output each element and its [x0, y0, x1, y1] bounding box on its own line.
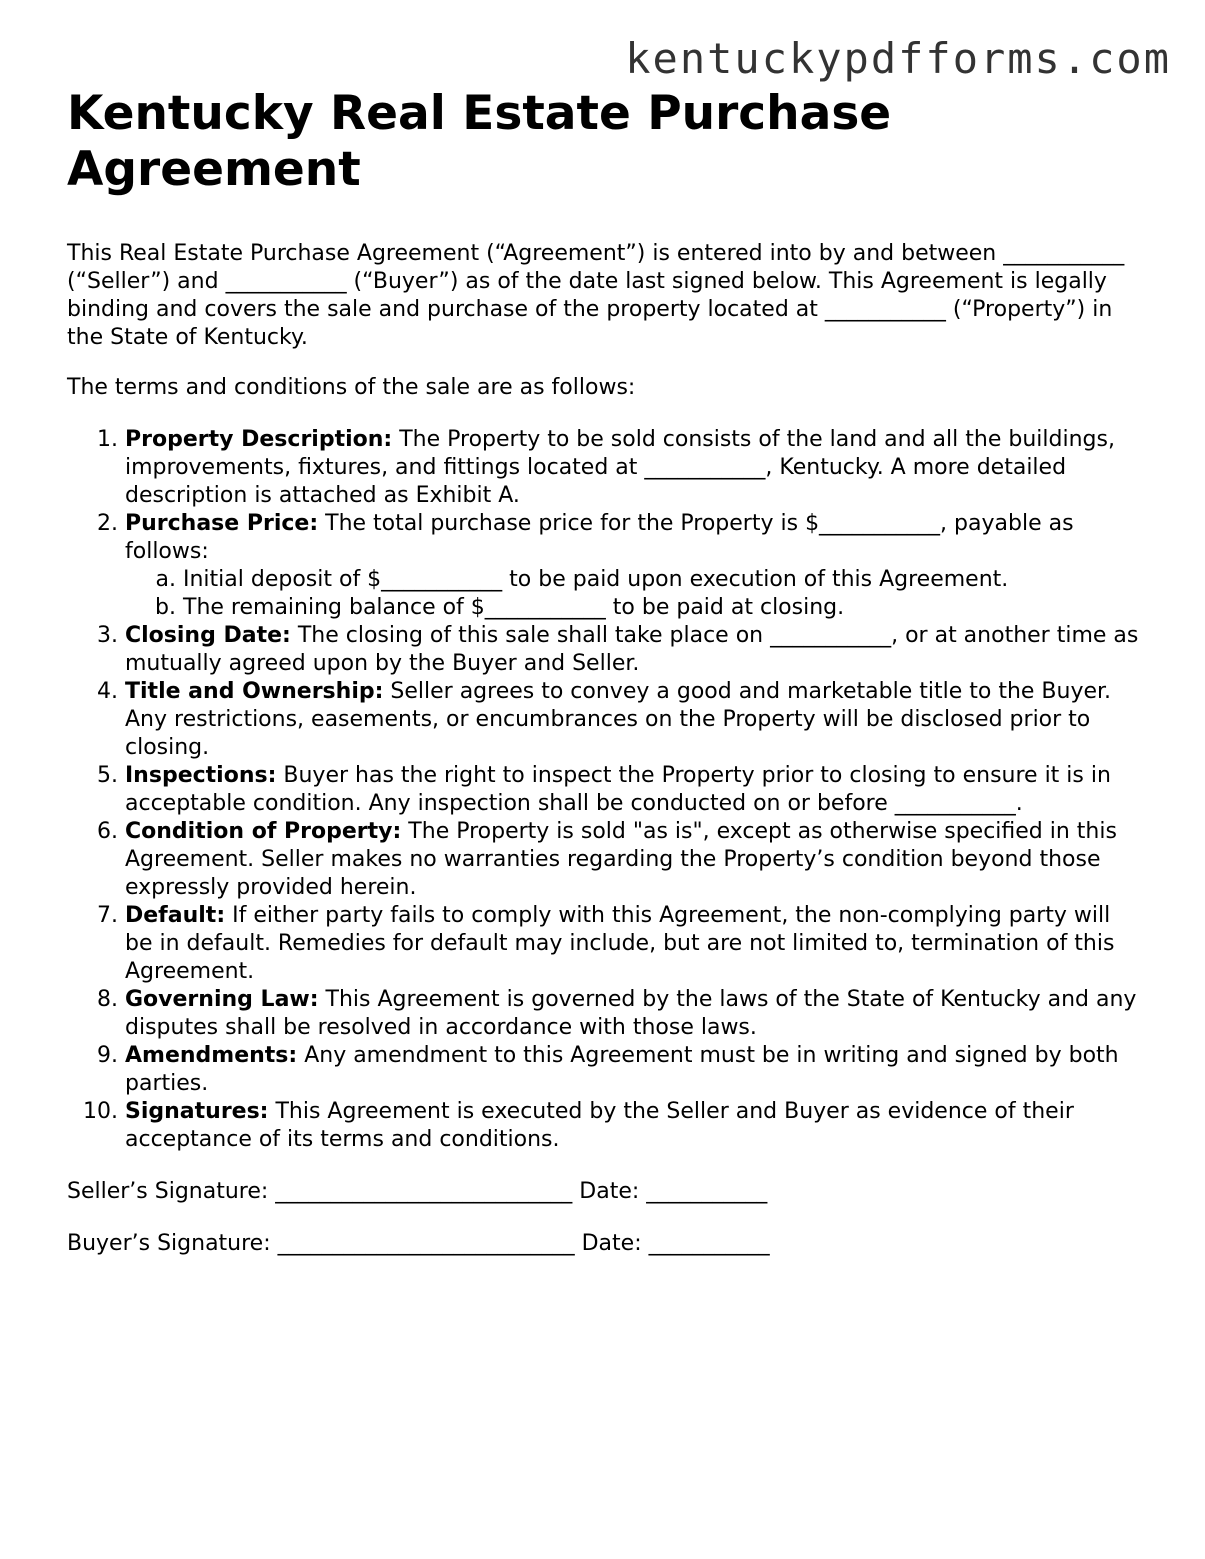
watermark: kentuckypdfforms.com [625, 34, 1171, 83]
term-text: This Agreement is governed by the laws of the State of Kentucky and any disputes shall be resolved in accordance with those laws. [125, 987, 1137, 1040]
terms-lead: The terms and conditions of the sale are as follows: [67, 375, 636, 400]
term-heading: Condition of Property: [125, 819, 402, 844]
terms-list [67, 426, 1142, 1154]
payment-item-balance: b. The remaining balance of $___________ to be paid at closing. [183, 594, 1142, 622]
term-heading: Title and Ownership: [125, 679, 384, 704]
payment-item-deposit: a. Initial deposit of $___________ to be paid upon execution of this Agreement. [183, 566, 1142, 594]
document-title: Kentucky Real Estate Purchase Agreement [67, 86, 892, 197]
term-heading: Purchase Price: [125, 511, 319, 536]
term-closing-date [125, 622, 1142, 678]
term-heading: Governing Law: [125, 987, 319, 1012]
term-default [125, 902, 1142, 986]
term-governing-law [125, 986, 1142, 1042]
term-text: If either party fails to comply with this Agreement, the non-complying party will be in default. Remedies for default may include, but are not limited to, termination of this Agreement. [125, 903, 1115, 984]
term-text: Buyer has the right to inspect the Property prior to closing to ensure it is in acceptable condition. Any inspection shall be conducted on or before ___________. [125, 763, 1111, 816]
term-text: Seller agrees to convey a good and marketable title to the Buyer. Any restrictions, easements, or encumbrances on the Property will be disclosed prior to closing. [125, 679, 1112, 760]
term-text: The closing of this sale shall take place on ___________, or at another time as mutually agreed upon by the Buyer and Seller. [125, 623, 1139, 676]
document-body [67, 86, 1142, 1258]
term-heading: Amendments: [125, 1043, 298, 1068]
term-heading: Inspections: [125, 763, 277, 788]
term-text: Any amendment to this Agreement must be in writing and signed by both parties. [125, 1043, 1119, 1096]
term-property-description [125, 426, 1142, 510]
term-condition [125, 818, 1142, 902]
term-signatures [125, 1098, 1142, 1154]
term-heading: Default: [125, 903, 226, 928]
term-text: The Property is sold "as is", except as otherwise specified in this Agreement. Seller makes no warranties regarding the Property’s condition beyond those expressly provided herein. [125, 819, 1117, 900]
intro-paragraph: This Real Estate Purchase Agreement (“Agreement”) is entered into by and between ___________ (“Seller”) and ___________ (“Buyer”) as of the date last signed below. This Agreement is legally binding and covers the sale and purchase of the property located at ___________ (“Property”) in the State of Kentucky. [67, 241, 1125, 350]
payment-sublist [125, 566, 1142, 622]
term-heading: Closing Date: [125, 623, 291, 648]
term-heading: Signatures: [125, 1099, 269, 1124]
term-title-ownership [125, 678, 1142, 762]
term-inspections [125, 762, 1142, 818]
term-text: The total purchase price for the Property is $___________, payable as follows: [125, 511, 1074, 564]
term-purchase-price [125, 510, 1142, 622]
term-text: The Property to be sold consists of the land and all the buildings, improvements, fixtures, and fittings located at ___________, Kentucky. A more detailed description is attached as Exhibit A. [125, 427, 1115, 508]
term-text: This Agreement is executed by the Seller and Buyer as evidence of their acceptance of its terms and conditions. [125, 1099, 1074, 1152]
term-heading: Property Description: [125, 427, 393, 452]
buyer-signature-line: Buyer’s Signature: ___________________________ Date: ___________ [67, 1231, 770, 1256]
seller-signature-line: Seller’s Signature: ___________________________ Date: ___________ [67, 1179, 768, 1204]
term-amendments [125, 1042, 1142, 1098]
